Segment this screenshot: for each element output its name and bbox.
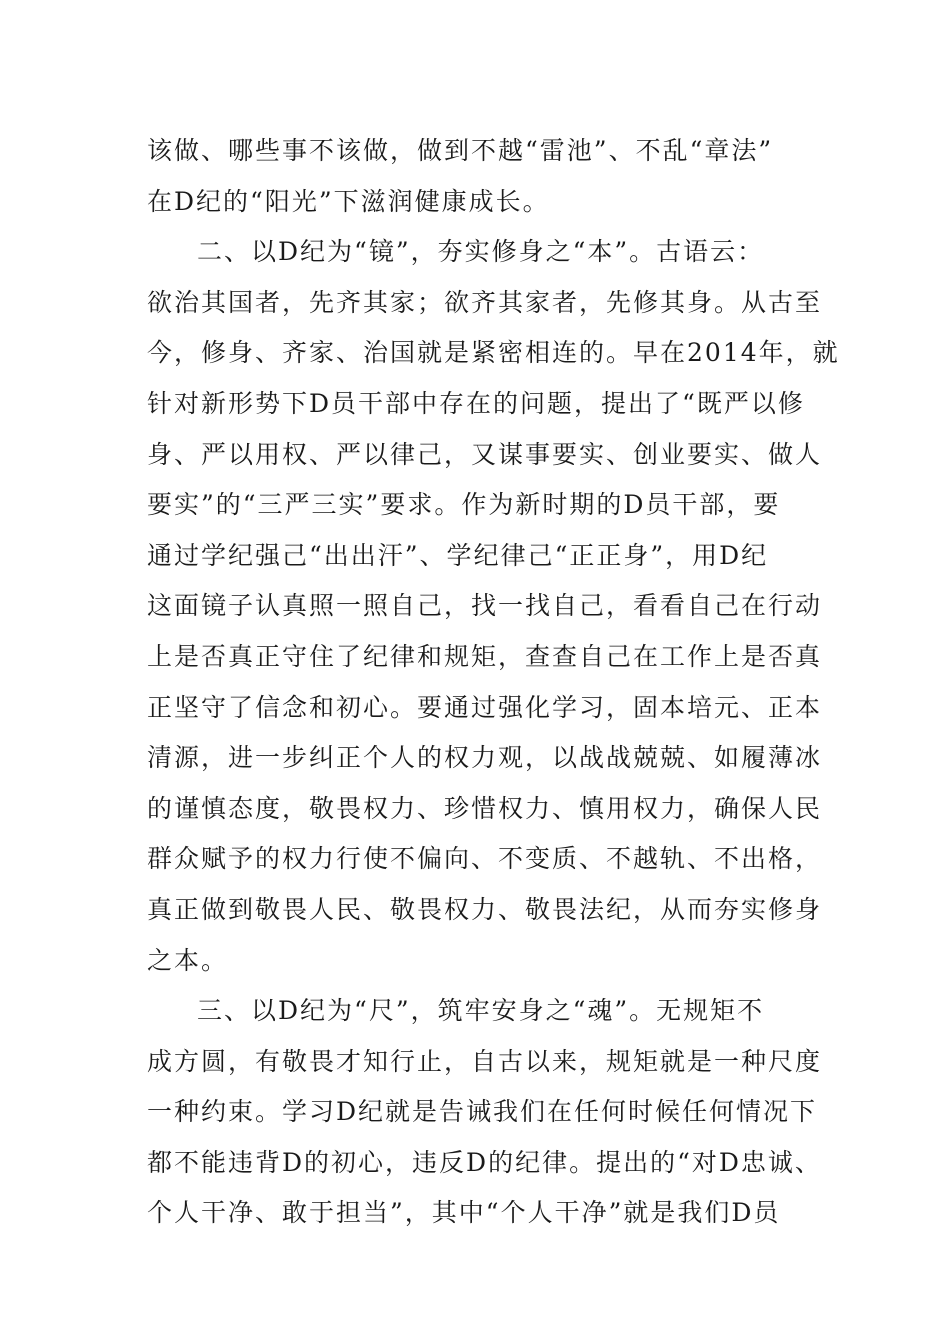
text-line: 通过学纪强己“出出汗”、学纪律己“正正身”，用D纪	[147, 540, 769, 570]
text-line: 个人干净、敢于担当”，其中“个人干净”就是我们D员	[147, 1198, 781, 1228]
text-line: 这面镜子认真照一照自己，找一找自己，看看自己在行动	[147, 591, 823, 621]
text-line: 要实”的“三严三实”要求。作为新时期的D员干部，要	[147, 490, 781, 520]
text-line: 真正做到敬畏人民、敬畏权力、敬畏法纪，从而夯实修身	[147, 894, 823, 924]
section-heading-line: 二、以D纪为“镜”，夯实修身之“本”。古语云：	[197, 237, 765, 267]
text-line: 一种约束。学习D纪就是告诫我们在任何时候任何情况下	[147, 1097, 818, 1127]
text-line: 欲治其国者，先齐其家；欲齐其家者，先修其身。从古至	[147, 287, 823, 317]
text-line: 该做、哪些事不该做，做到不越“雷池”、不乱“章法”	[147, 136, 774, 165]
text-line: 之本。	[147, 945, 229, 975]
text-line: 针对新形势下D员干部中存在的问题，提出了“既严以修	[147, 388, 805, 418]
body-text	[147, 126, 840, 1239]
text-line: 正坚守了信念和初心。要通过强化学习，固本培元、正本	[147, 692, 823, 722]
text-line: 群众赋予的权力行使不偏向、不变质、不越轨、不出格，	[147, 844, 823, 874]
text-line: 清源，进一步纠正个人的权力观，以战战兢兢、如履薄冰	[147, 743, 823, 773]
text-line: 今，修身、齐家、治国就是紧密相连的。早在2014年，就	[147, 338, 840, 368]
text-line: 成方圆，有敬畏才知行止，自古以来，规矩就是一种尺度	[147, 1046, 823, 1076]
text-line: 上是否真正守住了纪律和规矩，查查自己在工作上是否真	[147, 641, 823, 671]
text-line: 的谨慎态度，敬畏权力、珍惜权力、慎用权力，确保人民	[147, 793, 823, 823]
text-line: 都不能违背D的初心，违反D的纪律。提出的“对D忠诚、	[147, 1147, 822, 1177]
text-line: 身、严以用权、严以律己，又谋事要实、创业要实、做人	[147, 439, 823, 469]
section-heading-line: 三、以D纪为“尺”，筑牢安身之“魂”。无规矩不	[197, 996, 765, 1026]
text-line: 在D纪的“阳光”下滋润健康成长。	[147, 186, 550, 216]
